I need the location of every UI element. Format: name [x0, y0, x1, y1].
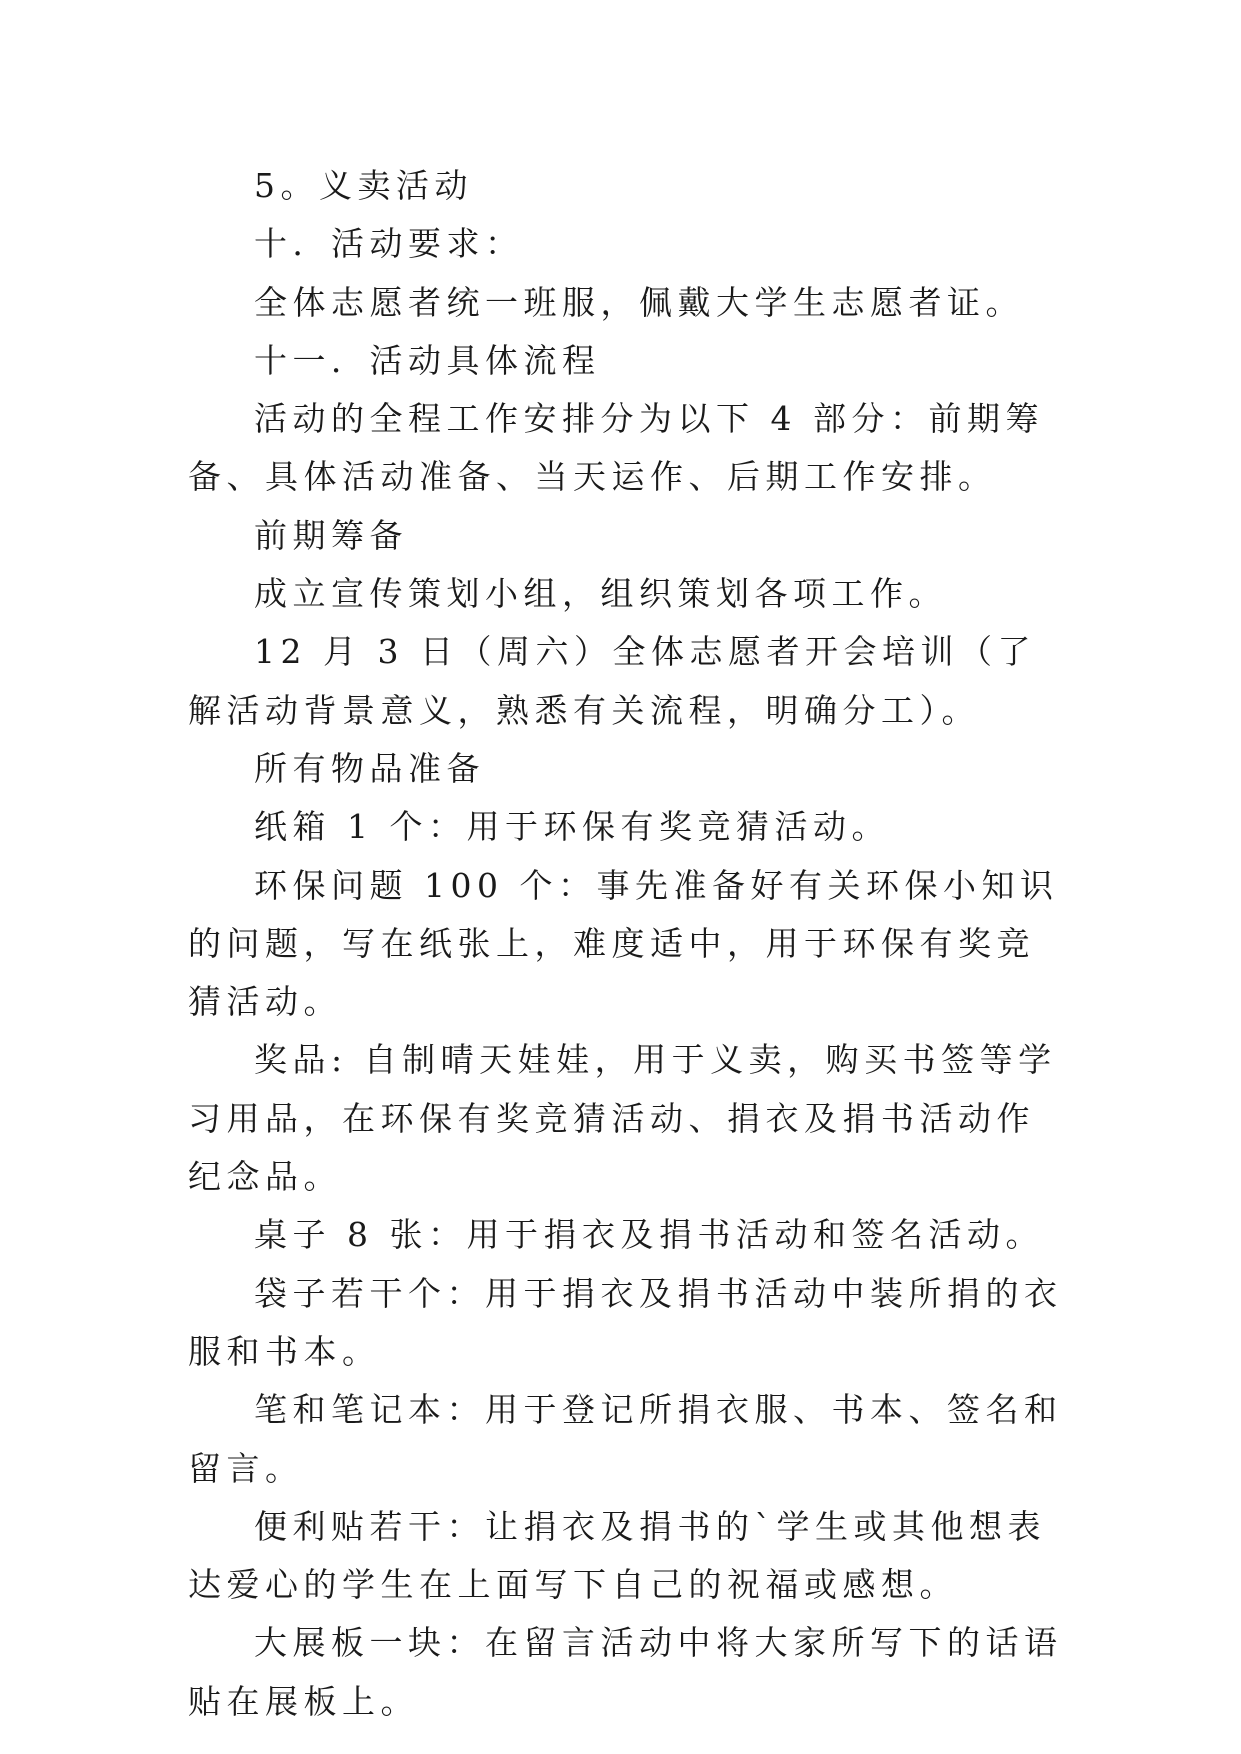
list-item-display-board: 大展板一块：在留言活动中将大家所写下的话语贴在展板上。 [188, 1623, 1063, 1721]
list-item-notebooks: 笔和笔记本：用于登记所捐衣服、书本、签名和留言。 [188, 1390, 1063, 1488]
list-item-carton: 纸箱 1 个：用于环保有奖竞猜活动。 [254, 807, 890, 847]
list-item-bags: 袋子若干个：用于捐衣及捐书活动中装所捐的衣服和书本。 [188, 1273, 1063, 1371]
list-item-sticky-notes: 便利贴若干：让捐衣及捐书的`学生或其他想表达爱心的学生在上面写下自己的祝福或感想。 [188, 1506, 1046, 1605]
heading-activity-requirements: 十．活动要求： [254, 224, 524, 264]
paragraph-training-meeting: 12 月 3 日（周六）全体志愿者开会培训（了解活动背景意义，熟悉有关流程，明确分工）。 [188, 632, 1036, 730]
heading-early-preparation: 前期筹备 [254, 515, 408, 555]
paragraph-charity-sale: 5。义卖活动 [254, 166, 473, 205]
paragraph-work-arrangement: 活动的全程工作安排分为以下 4 部分：前期筹备、具体活动准备、当天运作、后期工作安排。 [188, 399, 1044, 497]
list-item-quiz-questions: 环保问题 100 个：事先准备好有关环保小知识的问题，写在纸张上，难度适中，用于环保有奖竞猜活动。 [188, 865, 1059, 1022]
list-item-tables: 桌子 8 张：用于捐衣及捐书活动和签名活动。 [254, 1215, 1044, 1255]
heading-activity-process: 十一．活动具体流程 [254, 340, 601, 380]
document-body [188, 157, 1068, 1731]
paragraph-volunteer-uniform: 全体志愿者统一班服，佩戴大学生志愿者证。 [254, 282, 1024, 322]
list-item-prizes: 奖品: 自制晴天娃娃，用于义卖，购买书签等学习用品，在环保有奖竞猜活动、捐衣及捐书活动作纪念品。 [188, 1040, 1057, 1197]
heading-item-preparation: 所有物品准备 [254, 748, 485, 788]
paragraph-planning-group: 成立宣传策划小组，组织策划各项工作。 [254, 574, 947, 614]
